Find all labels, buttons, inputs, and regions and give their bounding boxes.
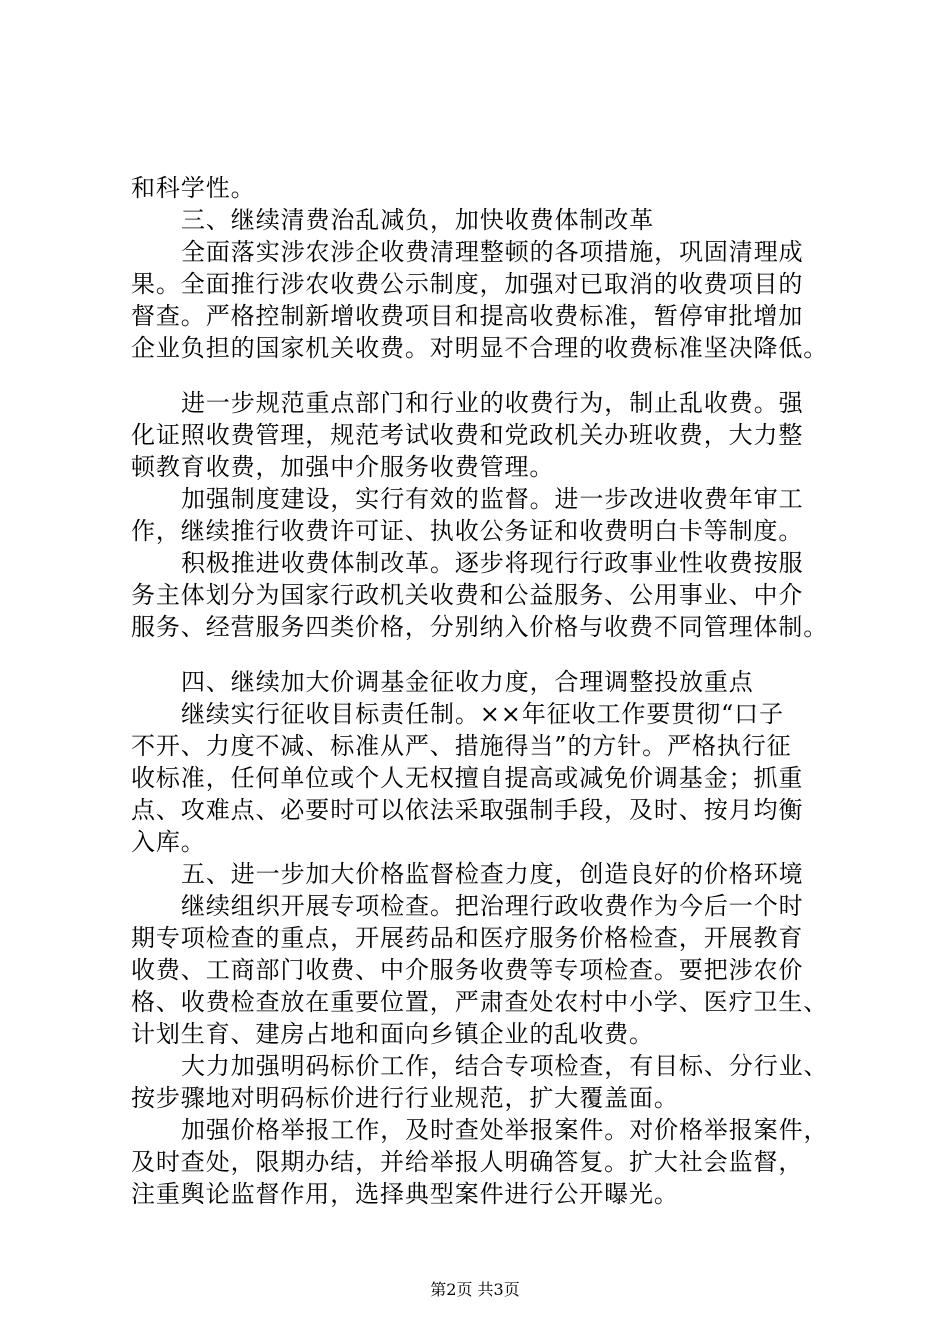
text-line: 及时查处，限期办结，并给举报人明确答复。扩大社会监督， — [131, 1148, 804, 1176]
text-line: 点、攻难点、必要时可以依法采取强制手段，及时、按月均衡 — [131, 796, 804, 824]
text-line: 进一步规范重点部门和行业的收费行为，制止乱收费。强 — [181, 389, 804, 417]
section-heading-5: 五、进一步加大价格监督检查力度，创造良好的价格环境 — [181, 860, 804, 888]
text-line: 顿教育收费，加强中介服务收费管理。 — [131, 453, 555, 481]
text-line: 注重舆论监督作用，选择典型案件进行公开曝光。 — [131, 1180, 679, 1208]
text-line: 入库。 — [131, 828, 206, 856]
text-line: 计划生育、建房占地和面向乡镇企业的乱收费。 — [131, 1020, 654, 1048]
text-line: 果。全面推行涉农收费公示制度，加强对已取消的收费项目的 — [131, 270, 804, 298]
text-line: 企业负担的国家机关收费。对明显不合理的收费标准坚决降低。 — [131, 334, 829, 362]
text-line: 收标准，任何单位或个人无权擅自提高或减免价调基金；抓重 — [131, 764, 804, 792]
text-line: 格、收费检查放在重要位置，严肃查处农村中小学、医疗卫生、 — [131, 988, 829, 1016]
text-line: 继续实行征收目标责任制。××年征收工作要贯彻“口子 — [181, 700, 784, 728]
text-line: 积极推进收费体制改革。逐步将现行行政事业性收费按服 — [181, 549, 804, 577]
text-line: 收费、工商部门收费、中介服务收费等专项检查。要把涉农价 — [131, 956, 804, 984]
text-line: 加强价格举报工作，及时查处举报案件。对价格举报案件， — [181, 1116, 829, 1144]
text-line: 和科学性。 — [131, 174, 256, 202]
text-line: 全面落实涉农涉企收费清理整顿的各项措施，巩固清理成 — [181, 238, 804, 266]
text-line: 期专项检查的重点，开展药品和医疗服务价格检查，开展教育 — [131, 924, 804, 952]
section-heading-3: 三、继续清费治乱减负，加快收费体制改革 — [181, 206, 655, 234]
text-line: 化证照收费管理，规范考试收费和党政机关办班收费，大力整 — [131, 421, 804, 449]
text-line: 务主体划分为国家行政机关收费和公益服务、公用事业、中介 — [131, 581, 804, 609]
text-line: 加强制度建设，实行有效的监督。进一步改进收费年审工 — [181, 485, 804, 513]
text-line: 按步骤地对明码标价进行行业规范，扩大覆盖面。 — [131, 1084, 679, 1112]
text-line: 继续组织开展专项检查。把治理行政收费作为今后一个时 — [181, 892, 804, 920]
text-line: 服务、经营服务四类价格，分别纳入价格与收费不同管理体制。 — [131, 613, 829, 641]
text-line: 大力加强明码标价工作，结合专项检查，有目标、分行业、 — [181, 1052, 829, 1080]
section-heading-4: 四、继续加大价调基金征收力度，合理调整投放重点 — [181, 668, 754, 696]
text-line: 作，继续推行收费许可证、执收公务证和收费明白卡等制度。 — [131, 517, 804, 545]
text-line: 督查。严格控制新增收费项目和提高收费标准，暂停审批增加 — [131, 302, 804, 330]
page-number-footer: 第2页 共3页 — [430, 1280, 520, 1299]
text-line: 不开、力度不减、标准从严、措施得当”的方针。严格执行征 — [131, 732, 792, 760]
